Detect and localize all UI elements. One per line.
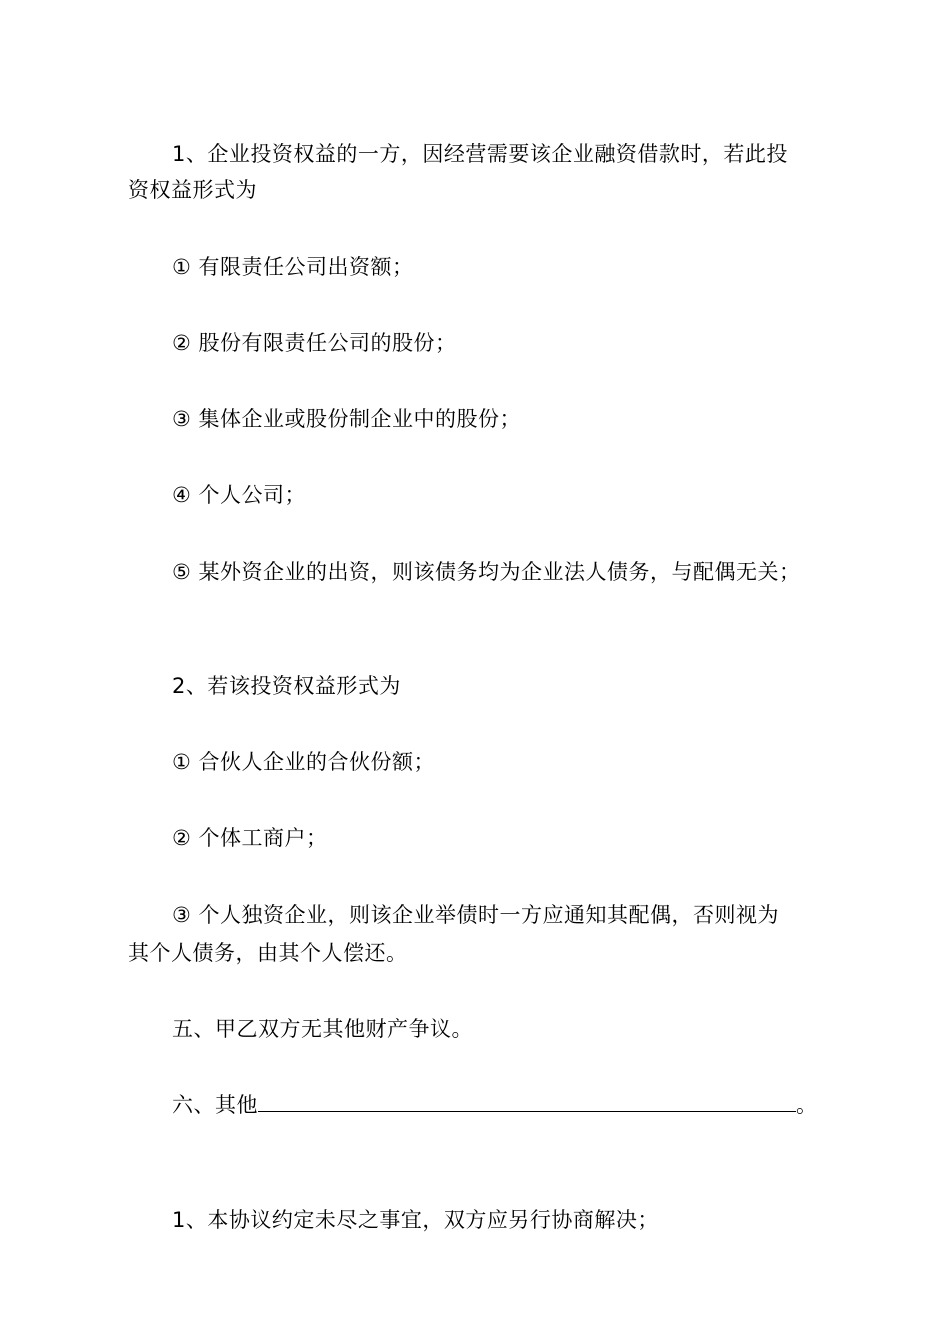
list-item-2-2: ② 个体工商户； — [172, 826, 328, 850]
section-5: 五、甲乙双方无其他财产争议。 — [172, 1017, 473, 1041]
paragraph-1-line-2: 资权益形式为 — [128, 178, 257, 202]
section-6-label: 六、其他 — [172, 1093, 258, 1117]
list-item-1-3: ③ 集体企业或股份制企业中的股份； — [172, 407, 522, 431]
section-6-end: 。 — [796, 1093, 818, 1117]
paragraph-1-line-1: 1、企业投资权益的一方，因经营需要该企业融资借款时，若此投 — [172, 142, 788, 166]
list-item-2-3-line-2: 其个人债务，由其个人偿还。 — [128, 941, 408, 965]
section-6 — [172, 1089, 818, 1121]
list-item-1-5: ⑤ 某外资企业的出资，则该债务均为企业法人债务，与配偶无关； — [172, 560, 801, 584]
list-item-1-1: ① 有限责任公司出资额； — [172, 255, 414, 279]
list-item-1-2: ② 股份有限责任公司的股份； — [172, 331, 457, 355]
paragraph-2-line-1: 2、若该投资权益形式为 — [172, 674, 401, 698]
fill-in-blank — [258, 1089, 796, 1112]
list-item-1-4: ④ 个人公司； — [172, 483, 307, 507]
list-item-2-1: ① 合伙人企业的合伙份额； — [172, 750, 436, 774]
clause-1: 1、本协议约定未尽之事宜，双方应另行协商解决； — [172, 1208, 659, 1232]
list-item-2-3-line-1: ③ 个人独资企业，则该企业举债时一方应通知其配偶，否则视为 — [172, 903, 779, 927]
